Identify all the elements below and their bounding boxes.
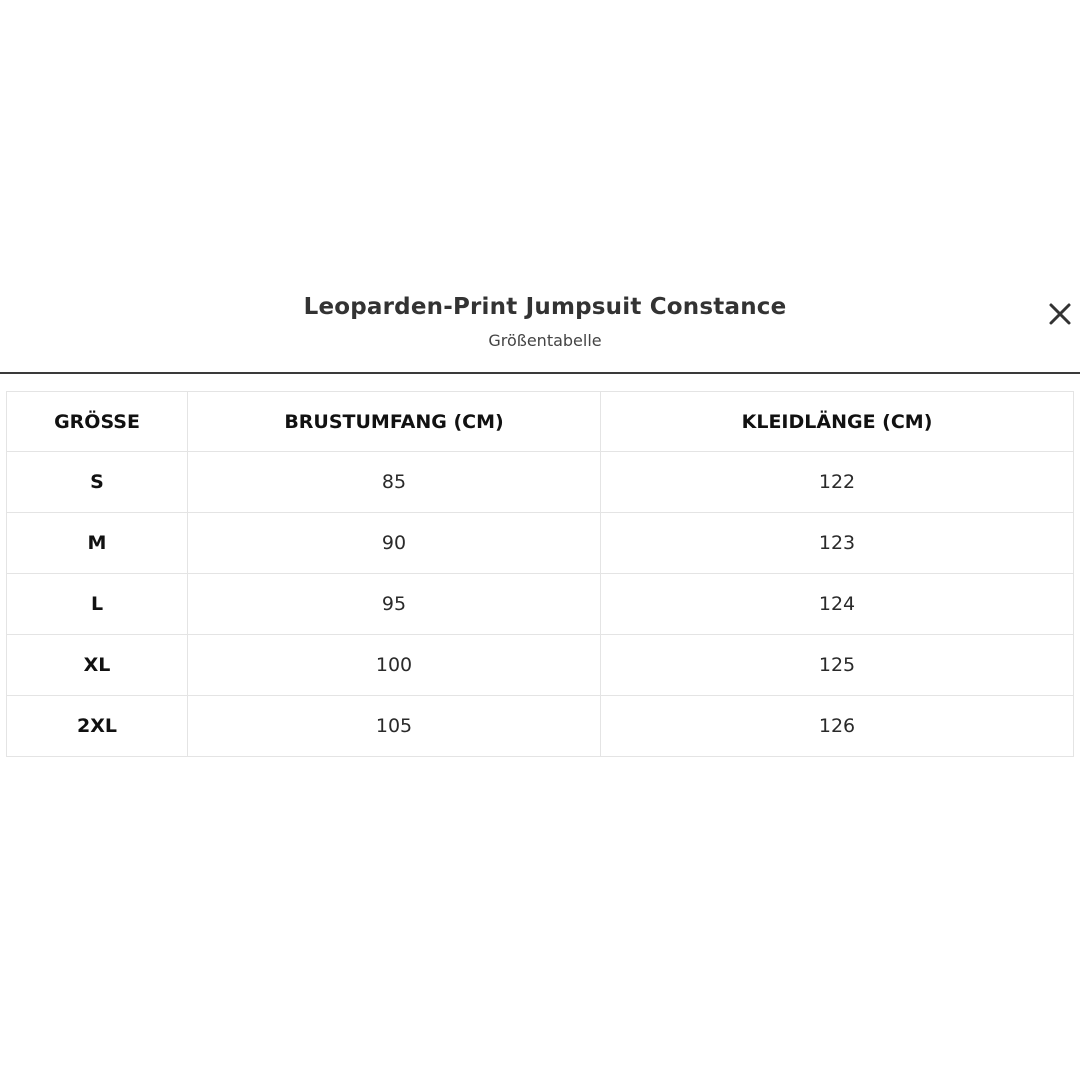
length-cell: 122 — [601, 452, 1074, 513]
close-icon — [1042, 296, 1078, 332]
modal-subtitle: Größentabelle — [488, 331, 602, 350]
size-table — [6, 391, 1074, 757]
chest-cell: 95 — [188, 574, 601, 635]
table-row — [7, 574, 1074, 635]
table-header-row — [7, 392, 1074, 452]
size-cell: 2XL — [7, 696, 188, 757]
chest-cell: 105 — [188, 696, 601, 757]
modal-header — [0, 280, 1080, 374]
size-cell: L — [7, 574, 188, 635]
modal-title: Leoparden-Print Jumpsuit Constance — [303, 294, 787, 320]
table-row — [7, 513, 1074, 574]
chest-cell: 100 — [188, 635, 601, 696]
table-row — [7, 696, 1074, 757]
size-chart-modal — [0, 280, 1080, 770]
length-cell: 123 — [601, 513, 1074, 574]
size-cell: S — [7, 452, 188, 513]
header-length: KLEIDLÄNGE (CM) — [601, 392, 1074, 452]
table-row — [7, 452, 1074, 513]
length-cell: 125 — [601, 635, 1074, 696]
chest-cell: 90 — [188, 513, 601, 574]
table-row — [7, 635, 1074, 696]
header-size: GRÖSSE — [7, 392, 188, 452]
length-cell: 124 — [601, 574, 1074, 635]
length-cell: 126 — [601, 696, 1074, 757]
chest-cell: 85 — [188, 452, 601, 513]
header-chest: BRUSTUMFANG (CM) — [188, 392, 601, 452]
size-cell: M — [7, 513, 188, 574]
size-cell: XL — [7, 635, 188, 696]
close-button[interactable] — [1042, 296, 1078, 332]
